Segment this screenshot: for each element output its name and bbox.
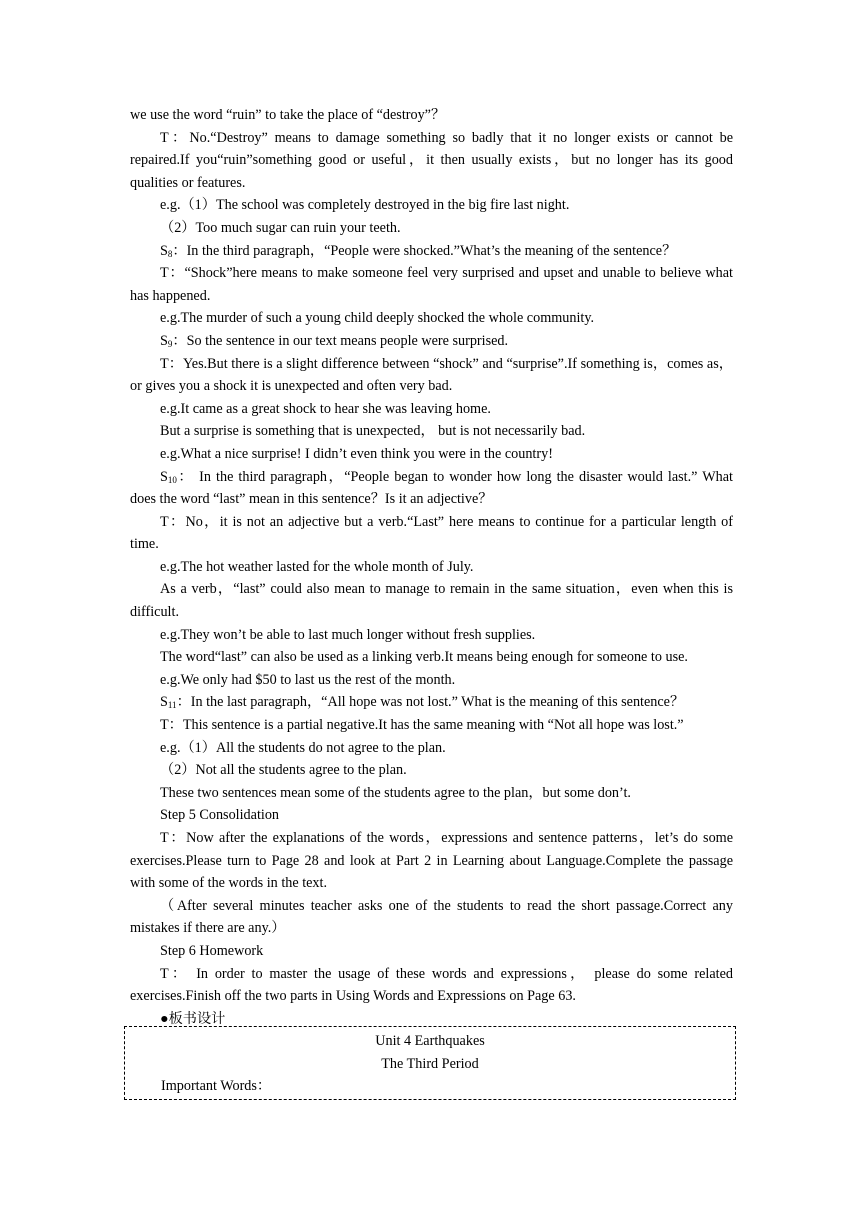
paragraph: $S_8$：In the third paragraph，“People were shocked.”What’s the meaning of the sentence？ — [160, 242, 677, 259]
paragraph: As a verb，“last” could also mean to manage to remain in the same situation，even when this is difficult. — [130, 581, 733, 621]
step-heading: Step 6 Homework — [160, 942, 264, 959]
paragraph: T：No，it is not an adjective but a verb.“Last” here means to continue for a particular length of time. — [130, 513, 733, 553]
paragraph: $S_{11}$：In the last paragraph，“All hope was not lost.” What is the meaning of this sentence？ — [160, 694, 685, 711]
paragraph: $S_{10}$： In the third paragraph，“People began to wonder how long the disaster would last.” What does the word “last” mean in this sentence？Is it an adjective？ — [130, 468, 733, 508]
paragraph: These two sentences mean some of the students agree to the plan，but some don’t. — [160, 784, 631, 801]
paragraph: we use the word “ruin” to take the place of “destroy”？ — [130, 107, 446, 123]
paragraph: e.g.（1）All the students do not agree to the plan. — [160, 739, 446, 756]
paragraph: e.g.The murder of such a young child deeply shocked the whole community. — [160, 310, 595, 327]
paragraph: e.g.They won’t be able to last much longer without fresh supplies. — [160, 626, 536, 643]
paragraph: e.g.It came as a great shock to hear she was leaving home. — [160, 400, 491, 417]
paragraph: （After several minutes teacher asks one of the students to read the short passage.Correct any mistakes if there are any.） — [130, 897, 733, 937]
speaker-number: 11 — [167, 700, 177, 711]
paragraph: T：Yes.But there is a slight difference between “shock” and “surprise”.If something is，comes as， or gives you a shock it is unexpected and often very bad. — [130, 355, 733, 395]
board-subtitle: The Third Period — [381, 1055, 479, 1072]
paragraph: T：This sentence is a partial negative.It has the same meaning with “Not all hope was lost.” — [160, 717, 684, 734]
speaker-number: 9 — [167, 338, 173, 349]
speaker-number: 8 — [167, 248, 173, 259]
paragraph: e.g.We only had $50 to last us the rest of the month. — [160, 671, 456, 688]
paragraph: T：Now after the explanations of the words，expressions and sentence patterns，let’s do some exercises.Please turn to Page 28 and look at Part 2 in Learning about Language.Complete the passage with some of the words in the text. — [130, 830, 733, 892]
board-design-box — [124, 1026, 736, 1100]
paragraph: T：No.“Destroy” means to damage something so badly that it no longer exists or cannot be repaired.If you“ruin”something good or useful，it then usually exists，but no longer has its good qualities or features. — [130, 129, 733, 191]
paragraph: e.g.What a nice surprise! I didn’t even think you were in the country! — [160, 445, 553, 462]
step-heading: Step 5 Consolidation — [160, 807, 280, 824]
paragraph: T：“Shock”here means to make someone feel very surprised and upset and unable to believe what has happened. — [130, 265, 733, 304]
section-heading: ●板书设计 — [160, 1010, 226, 1027]
paragraph: （2）Not all the students agree to the plan. — [160, 762, 407, 779]
speaker-number: 10 — [167, 474, 177, 485]
board-label: Important Words： — [161, 1078, 272, 1095]
paragraph: But a surprise is something that is unexpected， but is not necessarily bad. — [160, 423, 586, 440]
paragraph: e.g.The hot weather lasted for the whole month of July. — [160, 558, 474, 575]
paragraph: e.g.（1）The school was completely destroyed in the big fire last night. — [160, 197, 570, 214]
board-title: Unit 4 Earthquakes — [375, 1033, 485, 1049]
paragraph: （2）Too much sugar can ruin your teeth. — [160, 219, 401, 236]
paragraph: T： In order to master the usage of these words and expressions， please do some related exercises.Finish off the two parts in Using Words and Expressions on Page 63. — [130, 965, 733, 1005]
paragraph: The word“last” can also be used as a linking verb.It means being enough for someone to use. — [160, 649, 688, 666]
paragraph: $S_9$：So the sentence in our text means people were surprised. — [160, 332, 509, 349]
document-body — [130, 104, 733, 1030]
